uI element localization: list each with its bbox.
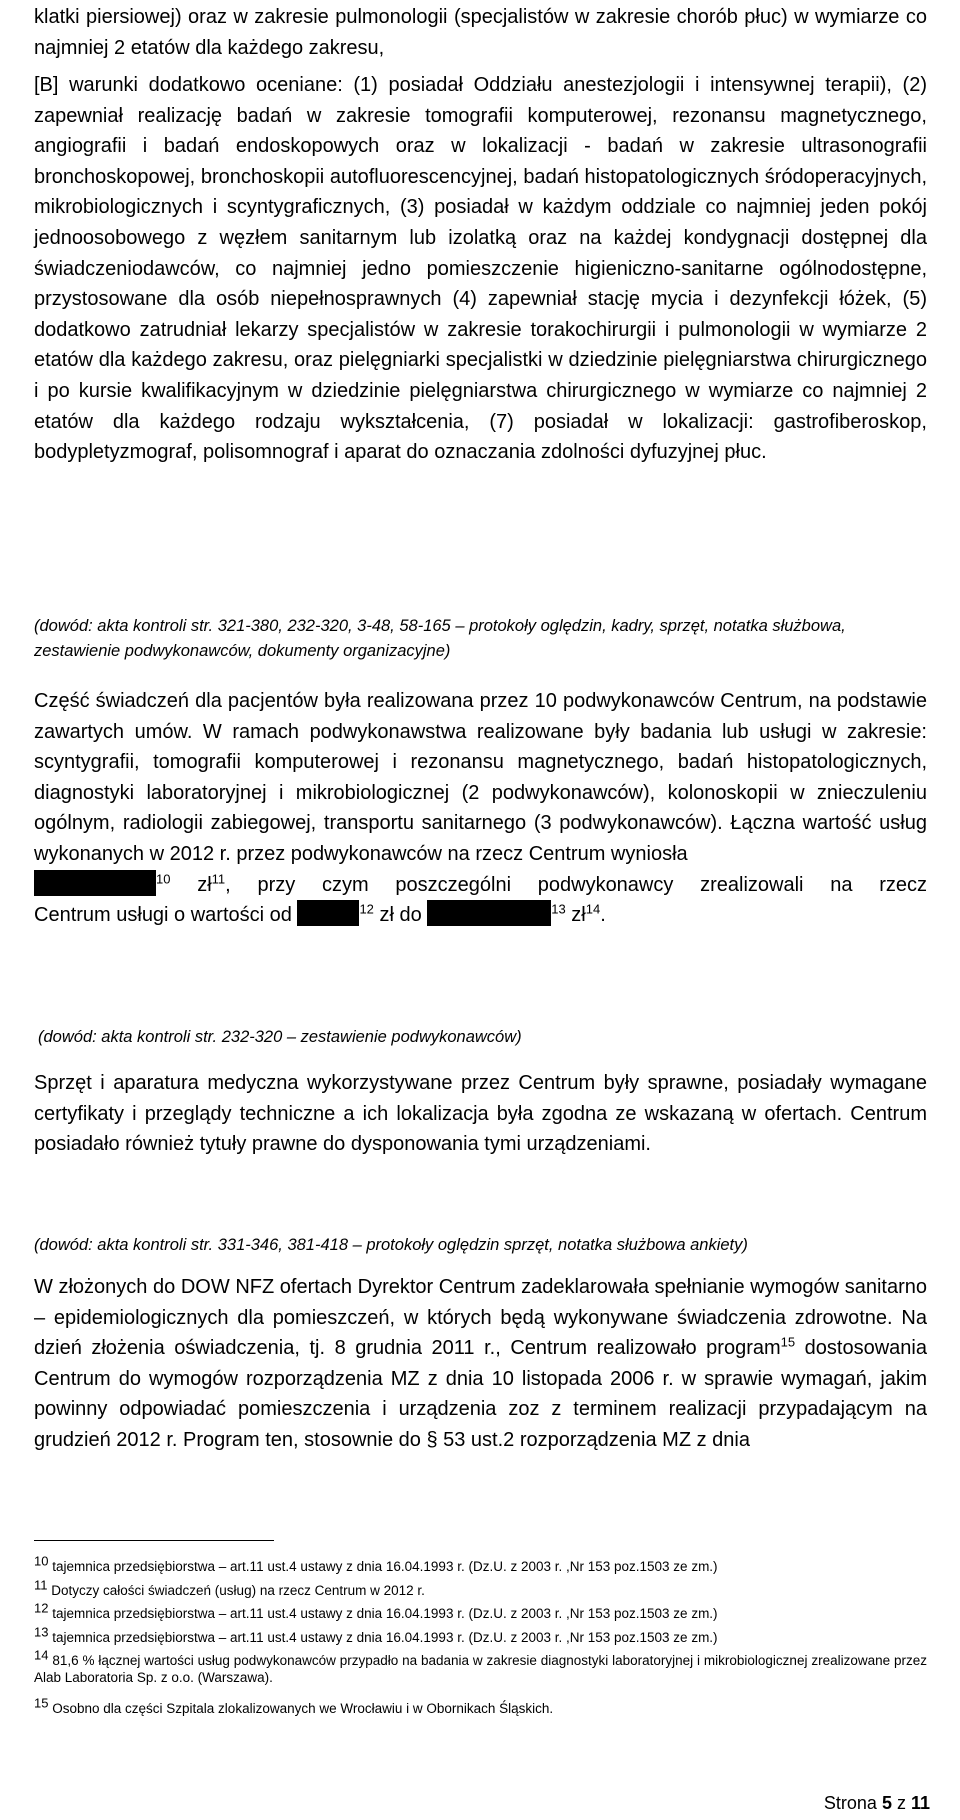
footnote-ref-11: 11 — [211, 870, 226, 886]
footnote-15 — [34, 1695, 927, 1717]
footnote-text: Osobno dla części Szpitala zlokalizowanych we Wrocławiu i w Obornikach Śląskich. — [48, 1701, 554, 1716]
footnote-ref-12: 12 — [359, 901, 374, 917]
footnote-number: 10 — [34, 1553, 49, 1569]
footnote-ref-13: 13 — [551, 901, 566, 917]
paragraph-2-conditions: [B] warunki dodatkowo oceniane: (1) posiadał Oddziału anestezjologii i intensywnej terapii), (2) zapewniał realizację badań w zakresie tomografii komputerowej, rezonansu magnetycznego, angiografii i badań endoskopowych oraz w lokalizacji - badań w zakresie ultrasonografii bronchoskopowej, bronchoskopii autofluorescencyjnej, badań histopatologicznych śródoperacyjnych, mikrobiologicznych i scyntygraficznych, (3) posiadał w każdym oddziale co najmniej jeden pokój jednoosobowego z węzłem sanitarnym lub izolatką oraz na każdej kondygnacji dostępnej dla świadczeniodawców, co najmniej jedno pomieszczenie higieniczno-sanitarne ogólnodostępne, przystosowane dla osób niepełnosprawnych (4) zapewniał stację mycia i dezynfekcji łóżek, (5) dodatkowo zatrudniał lekarzy specjalistów w zakresie torakochirurgii i pulmonologii w wymiarze 2 etatów dla każdego zakresu, oraz pielęgniarki specjalistki w dziedzinie pielęgniarstwa chirurgicznego i po kursie kwalifikacyjnym w dziedzinie pielęgniarstwa chirurgicznego w wymiarze co najmniej 2 etatów dla każdego rodzaju wykształcenia, (7) posiadał w lokalizacji: gastrofiberoskop, bodypletyzmograf, polisomnograf i aparat do oznaczania zdolności dyfuzyjnej płuc. — [34, 74, 927, 464]
footnote-number: 13 — [34, 1624, 49, 1640]
footnote-number: 14 — [34, 1647, 49, 1663]
footnote-ref-10: 10 — [156, 870, 171, 886]
footnote-text: tajemnica przedsiębiorstwa – art.11 ust.4 ustawy z dnia 16.04.1993 r. (Dz.U. z 2003 r. ,Nr 153 poz.1503 ze zm.) — [48, 1606, 718, 1621]
paragraph-5-sanitary — [34, 1272, 927, 1456]
footnote-10 — [34, 1553, 927, 1575]
footnote-13 — [34, 1624, 927, 1646]
footnote-number: 12 — [34, 1600, 49, 1616]
paragraph-3-to-text: zł do — [373, 904, 428, 927]
paragraph-5-text-b: dostosowania Centrum do wymogów rozporządzenia MZ z dnia 10 listopada 2006 r. w sprawie wymagań, jakim powinny odpowiadać pomieszczenia i urządzenia zoz z terminem realizacji przypadającym na grudzień 2012 r. Program ten, stosownie do § 53 ust.2 rozporządzenia MZ z dnia — [34, 1337, 927, 1451]
currency-unit: zł — [565, 904, 586, 927]
paragraph-4-equipment: Sprzęt i aparatura medyczna wykorzystywane przez Centrum były sprawne, posiadały wymagane certyfikaty i przeglądy techniczne a ich lokalizacja była zgodna ze wskazaną w ofertach. Centrum posiadało również tytuły prawne do dysponowania tymi urządzeniami. — [34, 1072, 927, 1156]
paragraph-1: klatki piersiowej) oraz w zakresie pulmonologii (specjalistów w zakresie chorób płuc) w wymiarze co najmniej 2 etatów dla każdego zakresu, — [34, 6, 927, 59]
page-of: z — [891, 1793, 911, 1813]
paragraph-3-end: . — [600, 904, 606, 927]
footnote-text: tajemnica przedsiębiorstwa – art.11 ust.4 ustawy z dnia 16.04.1993 r. (Dz.U. z 2003 r. ,Nr 153 poz.1503 ze zm.) — [48, 1559, 718, 1574]
paragraph-3-mid-text: , przy czym poszczególni podwykonawcy zrealizowali na rzecz — [225, 873, 927, 896]
footnote-11 — [34, 1577, 927, 1599]
footnote-separator — [34, 1540, 274, 1541]
evidence-note-1: (dowód: akta kontroli str. 321-380, 232-320, 3-48, 58-165 – protokoły oględzin, kadry, sprzęt, notatka służbowa, zestawienie podwykonawców, dokumenty organizacyjne) — [34, 617, 846, 660]
footnote-text: 81,6 % łącznej wartości usług podwykonawców przypadło na badania w zakresie diagnostyki laboratoryjnej i mikrobiologicznej zrealizowane przez Alab Laboratoria Sp. z o.o. (Warszawa). — [34, 1653, 927, 1685]
paragraph-3-from-text: Centrum usługi o wartości od — [34, 904, 298, 927]
footnote-12 — [34, 1600, 927, 1622]
currency-unit: zł — [170, 873, 212, 896]
footnote-ref-15: 15 — [780, 1334, 796, 1350]
paragraph-3-subcontractors — [34, 686, 927, 931]
redacted-max-value — [427, 900, 551, 926]
footnote-number: 15 — [34, 1695, 49, 1711]
footnote-text: Dotyczy całości świadczeń (usług) na rzecz Centrum w 2012 r. — [47, 1583, 425, 1598]
page-total: 11 — [910, 1793, 930, 1813]
page-footer — [824, 1793, 930, 1814]
evidence-note-2: (dowód: akta kontroli str. 232-320 – zestawienie podwykonawców) — [38, 1028, 522, 1046]
redacted-total-value — [34, 870, 156, 896]
paragraph-3-text: Część świadczeń dla pacjentów była realizowana przez 10 podwykonawców Centrum, na podstawie zawartych umów. W ramach podwykonawstwa realizowane były badania lub usługi w zakresie: scyntygrafii, tomografii komputerowej i rezonansu magnetycznego, badań histopatologicznych, diagnostyki laboratoryjnej i mikrobiologicznej (2 podwykonawców), kolonoskopii w znieczuleniu ogólnym, radiologii zabiegowej, transportu sanitarnego (3 podwykonawców). Łączna wartość usług wykonanych w 2012 r. przez podwykonawców na rzecz Centrum wyniosła — [34, 690, 927, 865]
page-number: 5 — [881, 1793, 892, 1813]
footnote-number: 11 — [34, 1577, 48, 1593]
page-label: Strona — [823, 1793, 882, 1813]
footnote-text: tajemnica przedsiębiorstwa – art.11 ust.4 ustawy z dnia 16.04.1993 r. (Dz.U. z 2003 r. ,Nr 153 poz.1503 ze zm.) — [48, 1630, 718, 1645]
footnote-ref-14: 14 — [585, 901, 601, 917]
evidence-note-3: (dowód: akta kontroli str. 331-346, 381-418 – protokoły oględzin sprzęt, notatka służbowa ankiety) — [34, 1236, 748, 1254]
redacted-min-value — [297, 900, 359, 926]
footnote-14 — [34, 1647, 927, 1686]
paragraph-5-text-a: W złożonych do DOW NFZ ofertach Dyrektor Centrum zadeklarowała spełnianie wymogów sanitarno – epidemiologicznych dla pomieszczeń, w których będą wykonywane świadczenia zdrowotne. Na dzień złożenia oświadczenia, tj. 8 grudnia 2011 r., Centrum realizowało program — [34, 1276, 927, 1360]
